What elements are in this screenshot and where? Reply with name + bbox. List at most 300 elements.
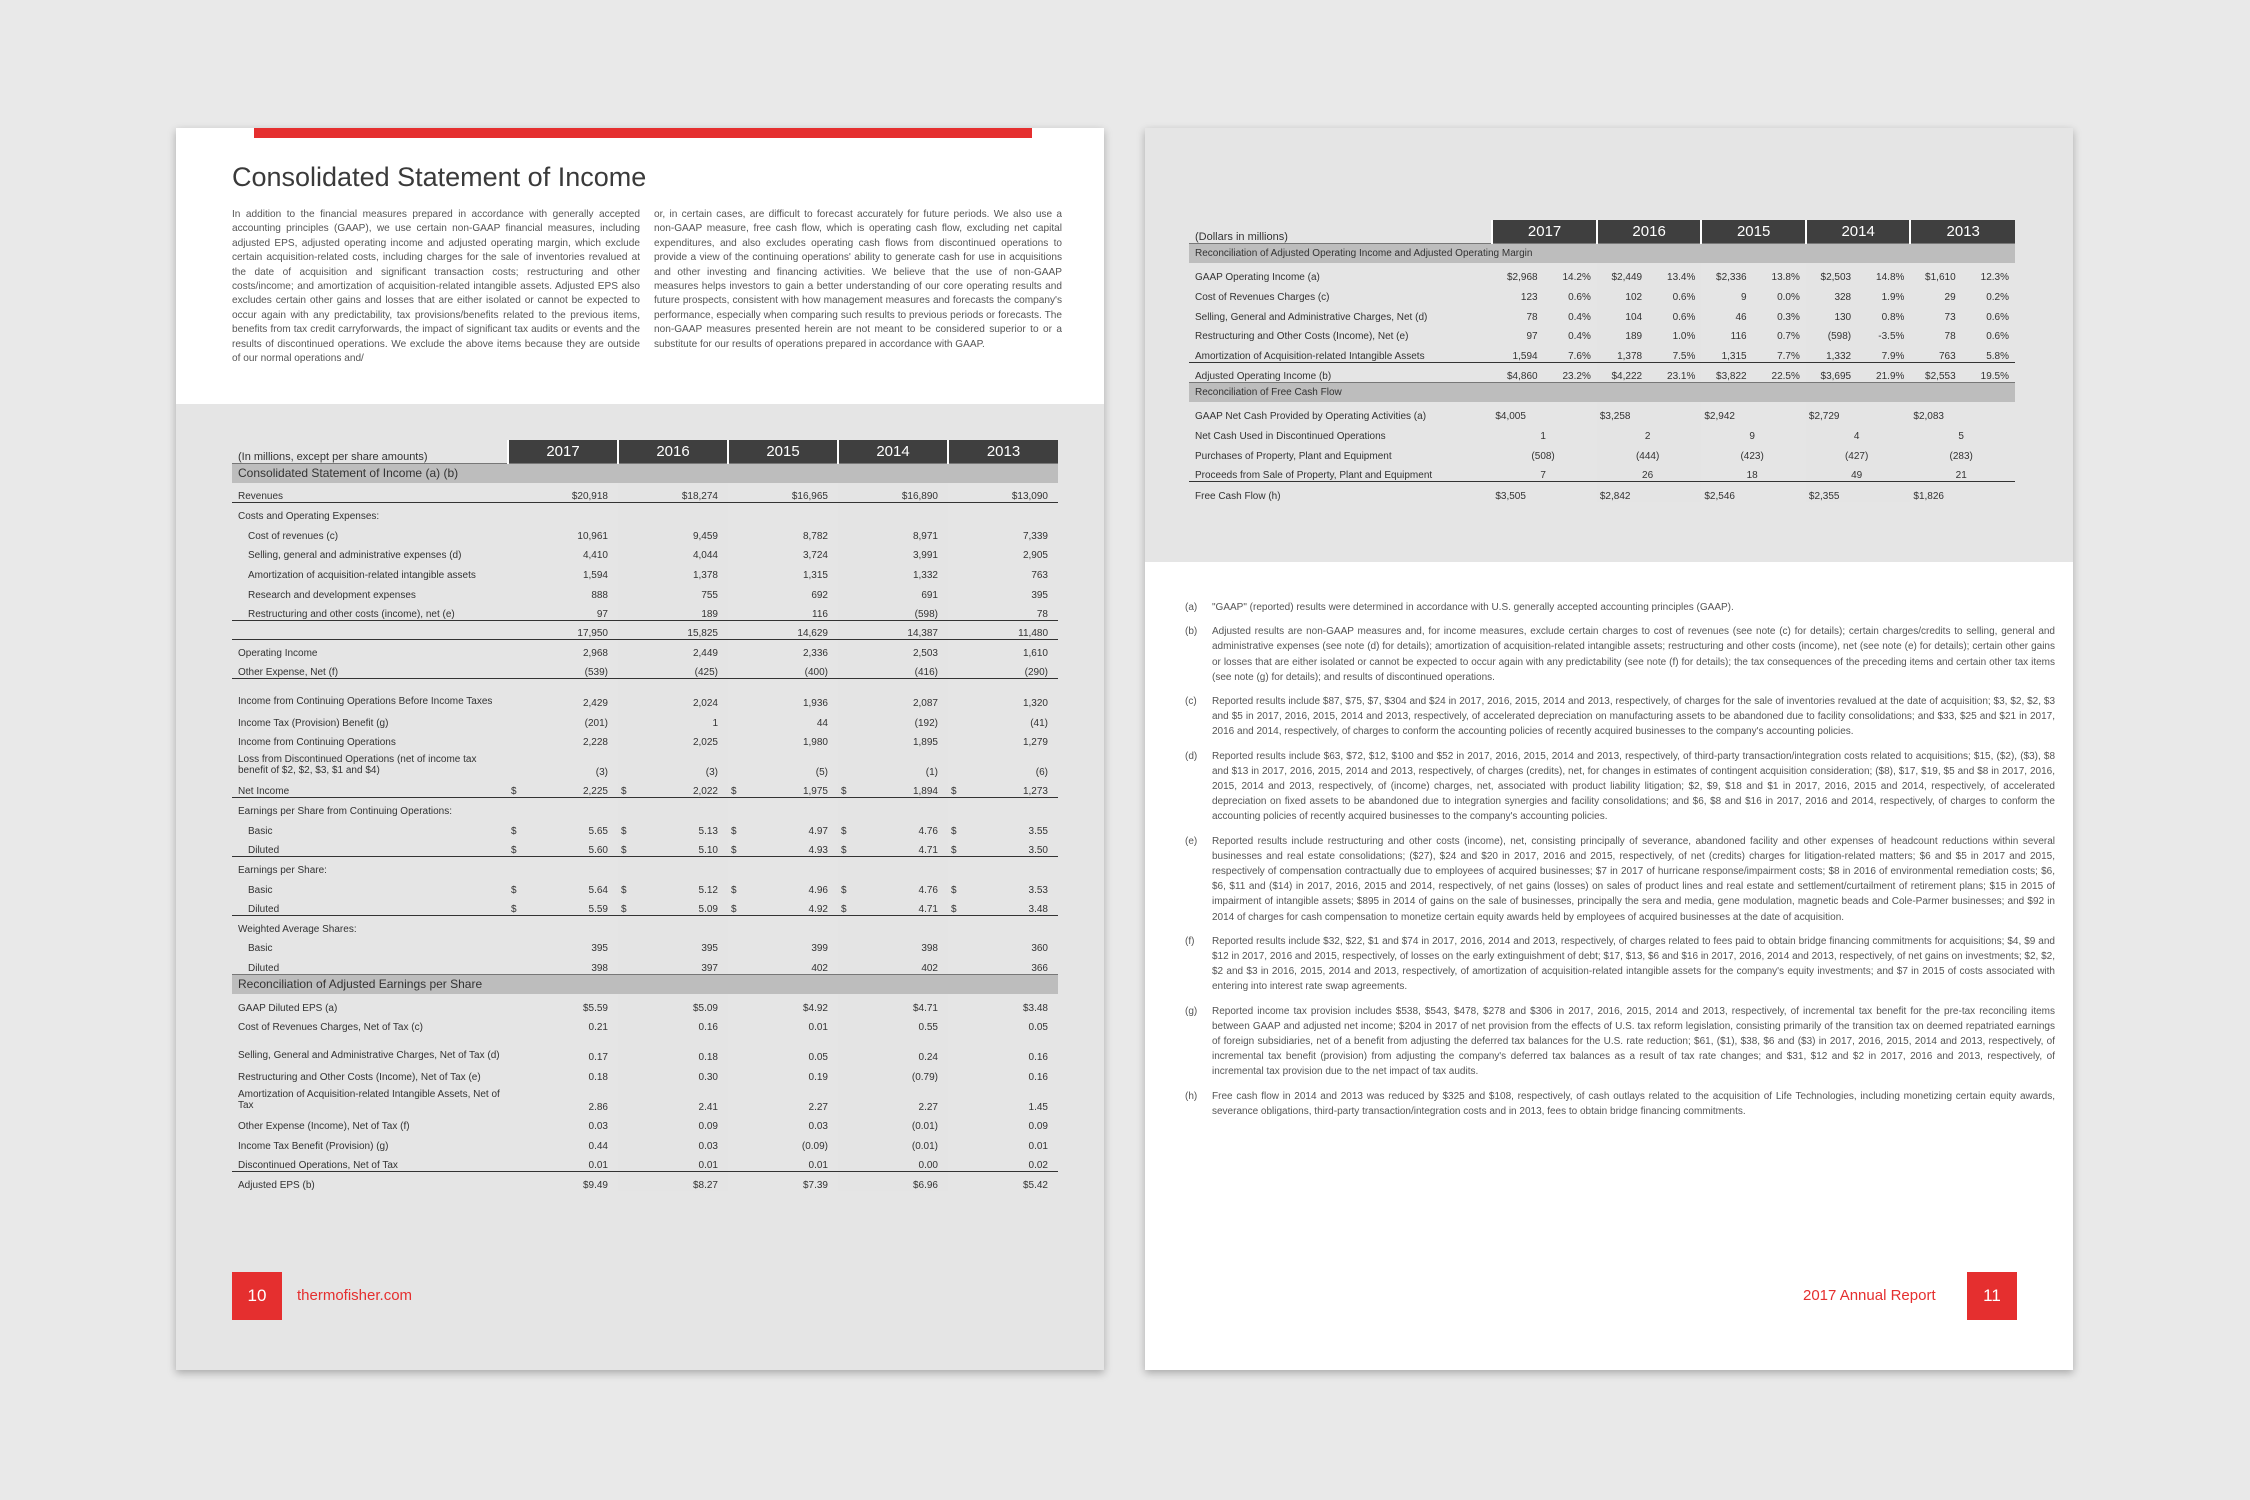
cell-value (618, 954, 728, 974)
cell-value: 0.7% (1777, 331, 1800, 343)
row-label: GAAP Diluted EPS (a) (238, 1002, 338, 1014)
footnote-key: (e) (1185, 835, 1198, 847)
cell-value: $2,503 (1806, 263, 1857, 283)
cell-value: 0.16 (1028, 1052, 1048, 1064)
value: 3.48 (1028, 903, 1048, 915)
row-label: Revenues (232, 483, 508, 503)
cell-value (948, 503, 1058, 523)
cell-value: 22.5% (1771, 370, 1800, 382)
value: $13,090 (1011, 491, 1048, 503)
value: (598) (914, 608, 938, 620)
row-label: Proceeds from Sale of Property, Plant and Equipment (1189, 462, 1492, 482)
footnotes (1185, 600, 2055, 1128)
value: 4,410 (582, 550, 608, 562)
table-row (1189, 362, 2015, 382)
footnote-text: Adjusted results are non-GAAP measures and, for income measures, exclude certain charges to cost of revenues (see note (c) for details); certain charges/credits to selling, general and administrative expenses (see note (d) for details); amortization of acquisition-related intangible assets; restructuring and other costs (income), net (see note (e) for details); certain other gains or losses that are either isolated or cannot be expected to occur again with any predictability (see note (f) for details); the tax consequences of the preceding items and certain other tax items (see note (g) for details); and results of discontinued operations. (1212, 626, 2055, 683)
value: $20,918 (571, 491, 608, 503)
cell-value (508, 542, 618, 562)
row-label: Selling, General and Administrative Charges, Net of Tax (d) (238, 1050, 500, 1062)
value: 2,225 (582, 786, 608, 798)
cell-value: 0.6% (1986, 311, 2009, 323)
year-header: 2015 (1701, 220, 1806, 243)
footer-website: thermofisher.com (297, 1287, 413, 1304)
cell-value: $4.71 (838, 994, 948, 1014)
cell-value: $1,826 (1913, 490, 1944, 502)
cell-value (948, 896, 1058, 916)
cell-value: $7.39 (802, 1180, 828, 1192)
row-label: Income Tax Benefit (Provision) (g) (238, 1141, 389, 1153)
year-header: 2014 (1806, 220, 1911, 243)
cell-value (508, 876, 618, 896)
value: 5.09 (698, 903, 718, 915)
cell-value: $2,355 (1806, 482, 1911, 502)
cell-value: 0.01 (1028, 1141, 1048, 1153)
cell-value (838, 522, 948, 542)
cell-value: (0.01) (838, 1113, 948, 1133)
cell-value (618, 503, 728, 523)
cell-value (508, 954, 618, 974)
table-row (232, 1152, 1058, 1172)
value: 2,228 (582, 737, 608, 749)
income-statement-table (232, 440, 1058, 1191)
value: 10,961 (577, 530, 608, 542)
value: 2,087 (912, 697, 938, 709)
cell-value (948, 876, 1058, 896)
footnote (1185, 600, 2055, 615)
cell-value: 7.6% (1544, 342, 1597, 362)
row-label: Income Tax (Provision) Benefit (g) (238, 717, 389, 729)
row-label: Diluted (248, 962, 280, 974)
cell-value: 46 (1735, 311, 1747, 323)
year-header: 2017 (508, 440, 618, 463)
page-number: 11 (1967, 1272, 2017, 1320)
cell-value (508, 857, 618, 877)
value: 2,336 (802, 648, 828, 660)
cell-value (838, 857, 948, 877)
cell-value: 14.2% (1562, 271, 1591, 283)
cell-value (728, 561, 838, 581)
table-row (232, 1083, 1058, 1113)
cell-value: $2,336 (1716, 271, 1747, 283)
value: 1,610 (1022, 648, 1048, 660)
table-row (1189, 263, 2015, 283)
row-label: Selling, General and Administrative Charges, Net (d) (1195, 311, 1428, 323)
value: 14,387 (907, 628, 938, 640)
cell-value: $4,222 (1597, 362, 1648, 382)
row-label: Amortization of Acquisition-related Intangible Assets, Net of Tax (238, 1088, 500, 1111)
cell-value: 0.01 (508, 1152, 618, 1172)
currency-symbol: $ (731, 903, 737, 915)
footnote-text: Free cash flow in 2014 and 2013 was reduced by $325 and $108, respectively, of cash outlays related to the acquisition of Life Technologies, including monetizing certain equity awards, severance obligations, third-party transaction/integration costs and in 2013, fees to obtain bridge financing commitments. (1212, 1090, 2055, 1117)
intro-text-col2: or, in certain cases, are difficult to forecast accurately for future periods. We also use a non-GAAP measure, free cash flow, which is operating cash flow, excluding net capital expenditures, and also excludes operating cash flows from discontinued operations to provide a view of the continuing operations' ability to generate cash for use in acquisitions and other investing and financing activities. We believe that the use of non-GAAP measures helps investors to gain a better understanding of our core operating results and future prospects, consistent with how management measures and forecasts the company's performance, especially when comparing such results to previous periods or forecasts. The non-GAAP measures presented herein are not meant to be considered superior to or a substitute for our results of operations prepared in accordance with GAAP. (654, 209, 1062, 350)
footnote (1185, 749, 2055, 825)
section-title: Reconciliation of Adjusted Operating Income and Adjusted Operating Margin (1189, 243, 2015, 263)
cell-value (838, 542, 948, 562)
currency-symbol: $ (951, 786, 957, 798)
table-row (232, 935, 1058, 955)
value: 5.64 (588, 884, 608, 896)
value: 17,950 (577, 628, 608, 640)
value: 1,594 (582, 569, 608, 581)
cell-value (838, 748, 948, 778)
currency-symbol: $ (621, 884, 627, 896)
table-row (232, 1063, 1058, 1083)
value: 3.53 (1028, 884, 1048, 896)
cell-value (948, 640, 1058, 660)
cell-value: 1,332 (1806, 342, 1857, 362)
cell-value (728, 817, 838, 837)
value: (5) (815, 767, 828, 779)
value: 1,279 (1022, 737, 1048, 749)
footnote-text: Reported results include restructuring and other costs (income), net, consisting principally of severance, abandoned facility and other expenses of headcount reductions within several businesses and real estate consolidations; ($27), $24 and $20 in 2017, 2016 and 2015, respectively, of net (credits) charges for litigation-related matters; $6 and $5 in 2017 and 2015, respectively of compensation contractually due to employees of acquired businesses; $7 in 2017 of hurricane response/impairment costs; $8 in 2016 of environmental remediation costs; $6, $6, $11 and ($14) in 2017, 2016, 2015 and 2014, respectively, of net gains (losses) on sales of product lines and real estate and settlement/curtailment of retirement plans; $15 in 2015 of impairment of intangible assets; $895 in 2014 of gains on the sale of businesses, principally the sera and media, gene modulation, magnetic beads and Cole-Parmer businesses; and $92 in 2014 of charges for cash compensation to monetize certain equity awards held by employees of acquired businesses at the date of acquisition. (1212, 835, 2055, 923)
value: 5.65 (588, 825, 608, 837)
year-header: 2017 (1492, 220, 1597, 243)
cell-value: 0.6% (1568, 291, 1591, 303)
cell-value: 18 (1701, 462, 1806, 482)
footnote (1185, 934, 2055, 995)
cell-value: 0.18 (618, 1033, 728, 1063)
cell-value: 2.41 (618, 1083, 728, 1113)
cell-value (838, 659, 948, 679)
value: (1) (925, 767, 938, 779)
cell-value (508, 837, 618, 857)
table-row (232, 640, 1058, 660)
footnote (1185, 834, 2055, 925)
section-title: Reconciliation of Free Cash Flow (1189, 382, 2015, 402)
value: (416) (914, 667, 938, 679)
cell-value: $3.48 (1022, 1002, 1048, 1014)
table-row (232, 915, 1058, 935)
table-row (232, 542, 1058, 562)
footnote-key: (c) (1185, 696, 1197, 708)
value: 189 (701, 608, 718, 620)
row-label: Earnings per Share from Continuing Operations: (238, 806, 453, 818)
cell-value: 1,315 (1701, 342, 1752, 362)
cell-value: 0.00 (838, 1152, 948, 1172)
value: 1,273 (1022, 786, 1048, 798)
footnote-text: "GAAP" (reported) results were determined in accordance with U.S. generally accepted accounting principles (GAAP). (1212, 602, 1734, 613)
cell-value (728, 778, 838, 798)
table-row (232, 483, 1058, 503)
row-label: Restructuring and Other Costs (Income), Net of Tax (e) (238, 1071, 481, 1083)
cell-value (618, 915, 728, 935)
cell-value: 12.3% (1980, 271, 2009, 283)
cell-value (838, 935, 948, 955)
cell-value: 123 (1520, 291, 1538, 303)
cell-value (618, 542, 728, 562)
table-row (232, 798, 1058, 818)
value: 402 (811, 962, 828, 974)
cell-value: 23.2% (1562, 370, 1591, 382)
currency-symbol: $ (841, 825, 847, 837)
cell-value (728, 729, 838, 749)
cell-value (948, 581, 1058, 601)
value: 11,480 (1018, 628, 1048, 640)
table-row (232, 561, 1058, 581)
cell-value (728, 581, 838, 601)
table-row (232, 709, 1058, 729)
value: 397 (701, 962, 718, 974)
cell-value (838, 503, 948, 523)
currency-symbol: $ (621, 825, 627, 837)
value: 395 (701, 943, 718, 955)
value: 1,980 (802, 737, 828, 749)
row-label: Adjusted EPS (b) (238, 1180, 315, 1192)
value: 78 (1036, 608, 1048, 620)
cell-value (618, 729, 728, 749)
cell-value: $5.42 (1022, 1180, 1048, 1192)
table-row (232, 778, 1058, 798)
table-caption: (Dollars in millions) (1195, 230, 1288, 243)
value: $18,274 (681, 491, 718, 503)
footnote-key: (h) (1185, 1090, 1198, 1102)
cell-value (838, 581, 948, 601)
value: 2,022 (692, 786, 718, 798)
table-row (232, 581, 1058, 601)
currency-symbol: $ (731, 825, 737, 837)
table-row (1189, 283, 2015, 303)
value: 3,724 (802, 550, 828, 562)
cell-value: 21.9% (1857, 362, 1910, 382)
table-row (232, 876, 1058, 896)
cell-value (508, 601, 618, 621)
cell-value (728, 601, 838, 621)
cell-value: (423) (1740, 450, 1764, 462)
table-row (1189, 482, 2015, 502)
value: 691 (921, 589, 938, 601)
cell-value (948, 748, 1058, 778)
value: 4.93 (808, 845, 828, 856)
value: 3.55 (1028, 825, 1048, 837)
currency-symbol: $ (841, 845, 847, 856)
cell-value: 14.8% (1857, 263, 1910, 283)
cell-value (508, 748, 618, 778)
value: 755 (701, 589, 718, 601)
cell-value: 1 (1540, 430, 1546, 442)
value: 4,044 (692, 550, 718, 562)
currency-symbol: $ (621, 786, 627, 798)
cell-value (948, 954, 1058, 974)
cell-value: 2.27 (838, 1083, 948, 1113)
value: 4.71 (918, 903, 938, 915)
value: 1,895 (912, 737, 938, 749)
cell-value: 0.0% (1777, 291, 1800, 303)
cell-value: 0.09 (1028, 1121, 1048, 1133)
year-header: 2016 (1597, 220, 1702, 243)
cell-value: 0.21 (588, 1022, 608, 1034)
footnote-text: Reported results include $32, $22, $1 and $74 in 2017, 2016, 2014 and 2013, respectively, of charges related to fees paid to obtain bridge financing commitments for acquisitions; $4, $9 and $12 in 2017, 2016 and 2015, respectively, of losses on the early extinguishment of debt; $17, $13, $6 and $16 in 2017, 2016, 2014 and 2013, respectively, of net gains on investments; $2, $2, $2 and $3 in 2016, 2015, 2014 and 2013, respectively, of amortization of acquisition-related intangible assets for the company's equity investments; and $7 in 2015 of costs associated with entering into interest rate swap agreements. (1212, 935, 2055, 993)
footnote-text: Reported income tax provision includes $538, $543, $478, $278 and $306 in 2017, 2016, 2015, 2014 and 2013, respectively, of incremental tax benefit for the pre-tax reconciling items between GAAP and adjusted net income; $204 in 2017 of net provision from the effects of U.S. tax reform legislation, consisting primarily of the transition tax on deemed repatriated earnings of foreign subsidiaries, net of a benefit from adjusting the deferred tax balances for the U.S. rate reduction; $61, ($1), $38, $6 and ($3) in 2017, 2016, 2015, 2014 and 2013, respectively, of incremental tax benefit (provision) from adjusting the company's deferred tax balances as a result of tax rate changes; and $31, $12 and $2 in 2017, 2016 and 2013, respectively, of incremental tax provision due to the net impact of tax audits. (1212, 1005, 2055, 1078)
value: 395 (1031, 589, 1048, 601)
cell-value (838, 915, 948, 935)
footnote-key: (g) (1185, 1005, 1198, 1017)
value: 2,968 (582, 648, 608, 660)
value: $16,890 (901, 491, 938, 503)
cell-value: $2,553 (1925, 370, 1956, 382)
cell-value: (0.09) (801, 1141, 828, 1153)
row-label: Net Cash Used in Discontinued Operations (1195, 430, 1386, 442)
row-label: Diluted (232, 837, 508, 857)
cell-value: 13.4% (1648, 263, 1701, 283)
cell-value (508, 915, 618, 935)
value: 888 (591, 589, 608, 601)
value: 763 (1031, 569, 1048, 581)
cell-value (948, 798, 1058, 818)
value: 116 (812, 608, 828, 620)
cell-value (948, 709, 1058, 729)
cell-value: 0.16 (618, 1014, 728, 1034)
cell-value: 0.2% (1986, 291, 2009, 303)
cell-value: 7.9% (1857, 342, 1910, 362)
cell-value: 0.55 (838, 1014, 948, 1034)
row-label: Other Expense (Income), Net of Tax (f) (238, 1121, 410, 1133)
value: 1,315 (802, 569, 828, 581)
currency-symbol: $ (731, 786, 737, 798)
cell-value: 21 (1910, 462, 2015, 482)
cell-value: 26 (1597, 462, 1702, 482)
cell-value (508, 483, 618, 503)
value: (539) (584, 667, 608, 679)
row-label: Income from Continuing Operations (238, 737, 396, 749)
table-row (1189, 323, 2015, 343)
cell-value (618, 601, 728, 621)
cell-value: 97 (1526, 331, 1538, 343)
cell-value (508, 798, 618, 818)
value: 399 (811, 943, 828, 955)
cell-value (508, 640, 618, 660)
cell-value (838, 954, 948, 974)
table-row (232, 954, 1058, 974)
cell-value (948, 620, 1058, 640)
currency-symbol: $ (841, 786, 847, 798)
cell-value: 0.24 (838, 1033, 948, 1063)
footnote (1185, 694, 2055, 740)
cell-value: $6.96 (838, 1172, 948, 1192)
row-label: Cost of Revenues Charges (c) (1195, 291, 1330, 303)
cell-value: 2.27 (808, 1101, 828, 1113)
cell-value: 19.5% (1980, 370, 2009, 382)
cell-value (728, 542, 838, 562)
table-row (232, 1113, 1058, 1133)
value: 1,378 (692, 569, 718, 581)
row-label: Earnings per Share: (238, 865, 327, 877)
cell-value: $4,005 (1495, 411, 1526, 423)
cell-value: 1,378 (1597, 342, 1648, 362)
cell-value (508, 817, 618, 837)
cell-value (838, 483, 948, 503)
cell-value: 0.4% (1568, 311, 1591, 323)
cell-value (618, 935, 728, 955)
cell-value (618, 748, 728, 778)
cell-value: $2,546 (1704, 490, 1735, 502)
cell-value (618, 659, 728, 679)
currency-symbol: $ (841, 884, 847, 896)
cell-value: (0.01) (838, 1132, 948, 1152)
cell-value (838, 561, 948, 581)
row-label: Operating Income (238, 648, 318, 660)
cell-value: 9 (1749, 430, 1755, 442)
cell-value: 1.45 (1028, 1101, 1048, 1113)
table-row (232, 857, 1058, 877)
cell-value (508, 709, 618, 729)
cell-value (838, 709, 948, 729)
table-row (232, 817, 1058, 837)
currency-symbol: $ (951, 903, 957, 915)
cell-value: 0.19 (808, 1071, 828, 1083)
cell-value (948, 542, 1058, 562)
cell-value (838, 896, 948, 916)
value: 398 (921, 943, 938, 955)
value: 2,024 (692, 697, 718, 709)
value: 3.50 (1028, 845, 1048, 856)
value: 7,339 (1022, 530, 1048, 542)
value: 360 (1031, 943, 1048, 955)
cell-value: -3.5% (1857, 323, 1910, 343)
currency-symbol: $ (951, 825, 957, 837)
cell-value (618, 620, 728, 640)
value: (6) (1035, 767, 1048, 779)
year-header: 2016 (618, 440, 728, 463)
cell-value: $9.49 (582, 1180, 608, 1192)
cell-value (508, 561, 618, 581)
cell-value (728, 748, 838, 778)
value: 9,459 (692, 530, 718, 542)
value: 3,991 (912, 550, 938, 562)
row-label: Cost of Revenues Charges, Net of Tax (c) (238, 1022, 423, 1034)
table-row (1189, 342, 2015, 362)
table-caption: (In millions, except per share amounts) (238, 450, 428, 463)
cell-value: 0.6% (1648, 303, 1701, 323)
value: 4.92 (808, 903, 828, 915)
cell-value: 7 (1492, 462, 1597, 482)
cell-value (948, 729, 1058, 749)
table-row (232, 1132, 1058, 1152)
value: 15,825 (687, 628, 718, 640)
cell-value (838, 640, 948, 660)
table-row (232, 1172, 1058, 1192)
currency-symbol: $ (731, 845, 737, 856)
cell-value (948, 601, 1058, 621)
cell-value: $2,968 (1506, 271, 1538, 283)
table-row (232, 748, 1058, 778)
row-label: Diluted (232, 896, 508, 916)
cell-value: $1,610 (1925, 271, 1956, 283)
cell-value: 7.5% (1648, 342, 1701, 362)
cell-value (728, 620, 838, 640)
year-header: 2013 (948, 440, 1058, 463)
cell-value (618, 857, 728, 877)
cell-value (728, 640, 838, 660)
cell-value (948, 778, 1058, 798)
cell-value (948, 915, 1058, 935)
value: (425) (694, 667, 718, 679)
row-label: Cost of revenues (c) (248, 530, 339, 542)
reconciliation-table (1189, 220, 2015, 502)
cell-value (948, 522, 1058, 542)
cell-value (728, 876, 838, 896)
cell-value: 0.01 (728, 1152, 838, 1172)
table-row (232, 896, 1058, 916)
cell-value: 0.17 (588, 1052, 608, 1064)
table-row (232, 620, 1058, 640)
value: 2,449 (692, 648, 718, 660)
cell-value: 0.05 (1028, 1022, 1048, 1034)
cell-value: $5.59 (582, 1002, 608, 1014)
currency-symbol: $ (621, 903, 627, 915)
page-number: 10 (232, 1272, 282, 1320)
cell-value: $3,505 (1495, 490, 1526, 502)
value: 8,782 (802, 530, 828, 542)
